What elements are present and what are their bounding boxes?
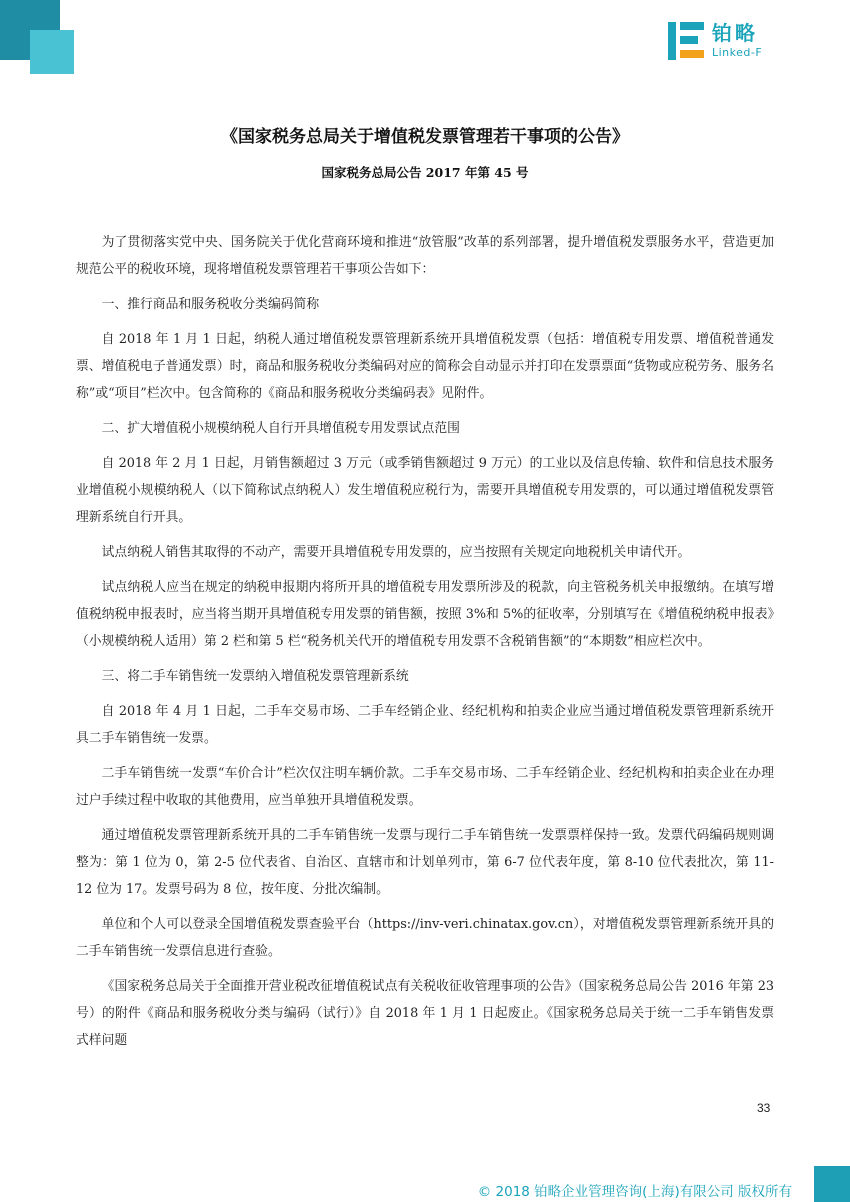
logo-chinese-name: 铂略 <box>712 20 758 45</box>
brand-logo <box>668 18 762 62</box>
section-heading-1: 一、推行商品和服务税收分类编码简称 <box>101 297 320 312</box>
section-heading-2: 二、扩大增值税小规模纳税人自行开具增值税专用发票试点范围 <box>101 421 460 436</box>
copyright-footer: © 2018 铂略企业管理咨询(上海)有限公司 版权所有 <box>477 1184 792 1200</box>
corner-decoration-light <box>30 30 74 74</box>
paragraph: 试点纳税人销售其取得的不动产，需要开具增值税专用发票的，应当按照有关规定向地税机关申请代开。 <box>101 545 691 560</box>
paragraph: 二手车销售统一发票“车价合计”栏次仅注明车辆价款。二手车交易市场、二手车经销企业、经纪机构和拍卖企业在办理过户手续过程中收取的其他费用，应当单独开具增值税发票。 <box>76 766 774 808</box>
section-heading-3: 三、将二手车销售统一发票纳入增值税发票管理新系统 <box>101 669 409 684</box>
logo-english-name: Linked-F <box>712 45 763 59</box>
paragraph: 试点纳税人应当在规定的纳税申报期内将所开具的增值税专用发票所涉及的税款，向主管税务机关申报缴纳。在填写增值税纳税申报表时，应当将当期开具增值税专用发票的销售额，按照 3%和 5%的征收率，分别填写在《增值税纳税申报表》（小规模纳税人适用）第 2 栏和第 5 栏“税务机关代开的增值税专用发票不含税销售额”的“本期数”相应栏次中。 <box>76 580 774 649</box>
document-body <box>76 229 774 1062</box>
page-number: 33 <box>757 1101 771 1115</box>
paragraph: 自 2018 年 1 月 1 日起，纳税人通过增值税发票管理新系统开具增值税发票（包括：增值税专用发票、增值税普通发票、增值税电子普通发票）时，商品和服务税收分类编码对应的简称会自动显示并打印在发票票面“货物或应税劳务、服务名称”或“项目”栏次中。包含简称的《商品和服务税收分类编码表》见附件。 <box>76 332 774 401</box>
corner-decoration-bottom-right <box>814 1166 850 1202</box>
paragraph: 自 2018 年 4 月 1 日起，二手车交易市场、二手车经销企业、经纪机构和拍卖企业应当通过增值税发票管理新系统开具二手车销售统一发票。 <box>76 704 774 746</box>
logo-mark-icon <box>668 20 704 60</box>
paragraph: 《国家税务总局关于全面推开营业税改征增值税试点有关税收征收管理事项的公告》（国家税务总局公告 2016 年第 23 号）的附件《商品和服务税收分类与编码（试行）》自 2018 年 1 月 1 日起废止。《国家税务总局关于统一二手车销售发票式样问题 <box>76 979 774 1048</box>
paragraph-intro: 为了贯彻落实党中央、国务院关于优化营商环境和推进“放管服”改革的系列部署，提升增值税发票服务水平，营造更加规范公平的税收环境，现将增值税发票管理若干事项公告如下： <box>76 235 774 277</box>
paragraph: 单位和个人可以登录全国增值税发票查验平台（https://inv-veri.chinatax.gov.cn），对增值税发票管理新系统开具的二手车销售统一发票信息进行查验。 <box>76 917 774 959</box>
document-title: 《国家税务总局关于增值税发票管理若干事项的公告》 <box>221 127 629 147</box>
document-subtitle: 国家税务总局公告 2017 年第 45 号 <box>321 165 529 180</box>
paragraph: 自 2018 年 2 月 1 日起，月销售额超过 3 万元（或季销售额超过 9 万元）的工业以及信息传输、软件和信息技术服务业增值税小规模纳税人（以下简称试点纳税人）发生增值税应税行为，需要开具增值税专用发票的，可以通过增值税发票管理新系统自行开具。 <box>76 456 774 525</box>
paragraph: 通过增值税发票管理新系统开具的二手车销售统一发票与现行二手车销售统一发票票样保持一致。发票代码编码规则调整为：第 1 位为 0，第 2-5 位代表省、自治区、直辖市和计划单列市，第 6-7 位代表年度，第 8-10 位代表批次，第 11-12 位为 17。发票号码为 8 位，按年度、分批次编制。 <box>76 828 774 897</box>
